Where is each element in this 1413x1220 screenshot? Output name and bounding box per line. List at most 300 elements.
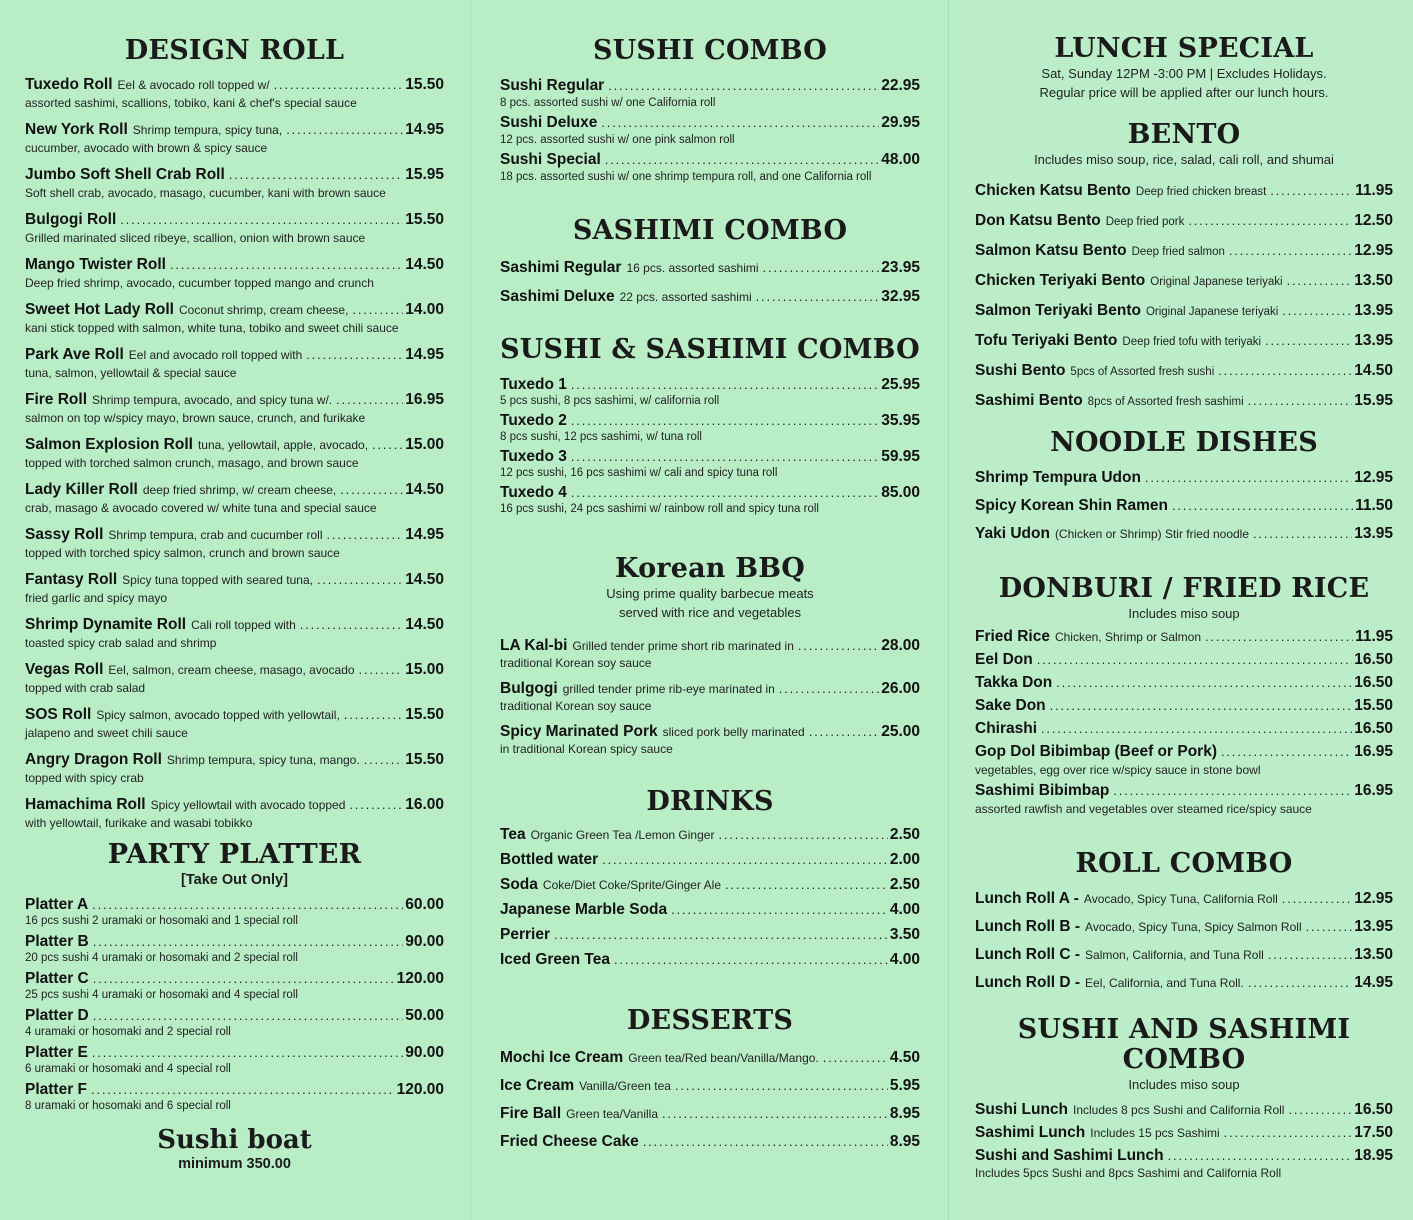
menu-item-name: Sashimi Bento bbox=[975, 392, 1083, 409]
menu-item-description: 8 uramaki or hosomaki and 6 special roll bbox=[25, 1100, 231, 1112]
menu-item-description: 18 pcs. assorted sushi w/ one shrimp tempura roll, and one California roll bbox=[500, 171, 872, 183]
menu-item-name: Ice Cream bbox=[500, 1077, 575, 1094]
menu-item bbox=[500, 875, 920, 895]
menu-item-name: Salmon Katsu Bento bbox=[975, 242, 1127, 259]
menu-item-price: 60.00 bbox=[405, 896, 444, 913]
menu-item-row bbox=[975, 361, 1393, 382]
dot-leader bbox=[1188, 211, 1352, 231]
menu-item-inline-description: Spicy tuna topped with seared tuna, bbox=[122, 573, 313, 587]
dot-leader bbox=[1205, 627, 1353, 647]
menu-item-name: Soda bbox=[500, 876, 538, 893]
sushi-boat-title: Sushi boat bbox=[157, 1125, 312, 1155]
menu-item bbox=[975, 211, 1393, 232]
menu-item-price: 4.00 bbox=[889, 951, 920, 968]
menu-item-inline-description: 8pcs of Assorted fresh sashimi bbox=[1087, 396, 1244, 408]
menu-item-inline-description: Cali roll topped with bbox=[191, 618, 296, 632]
menu-column-left bbox=[0, 0, 470, 1220]
menu-item-inline-description: Original Japanese teriyaki bbox=[1145, 306, 1279, 318]
menu-item-price: 4.00 bbox=[889, 901, 920, 918]
menu-item-inline-description: Avocado, Spicy Tuna, California Roll bbox=[1083, 892, 1278, 906]
menu-item-price: 14.50 bbox=[405, 481, 444, 498]
menu-item-row bbox=[25, 749, 444, 771]
lunch-special-hours: Sat, Sunday 12PM -3:00 PM | Excludes Holidays. bbox=[1041, 66, 1327, 81]
menu-item-price: 14.00 bbox=[405, 301, 444, 318]
menu-item-name: Mango Twister Roll bbox=[25, 256, 166, 273]
menu-item-name: Vegas Roll bbox=[25, 661, 104, 678]
menu-item bbox=[975, 391, 1393, 412]
dot-leader bbox=[306, 344, 403, 366]
menu-item-price: 25.00 bbox=[881, 723, 920, 740]
dot-leader bbox=[605, 150, 879, 170]
menu-item-price: 14.95 bbox=[405, 121, 444, 138]
dot-leader bbox=[359, 659, 404, 681]
menu-item-row bbox=[500, 875, 920, 895]
lunch-special-note: Regular price will be applied after our lunch hours. bbox=[1039, 85, 1329, 100]
menu-item bbox=[975, 889, 1393, 909]
menu-item-price: 16.50 bbox=[1354, 674, 1393, 691]
menu-item-name: Angry Dragon Roll bbox=[25, 751, 162, 768]
menu-item-row bbox=[500, 375, 920, 394]
menu-item-name: Sassy Roll bbox=[25, 526, 104, 543]
menu-item bbox=[975, 917, 1393, 937]
dot-leader bbox=[1253, 524, 1352, 544]
menu-item-inline-description: Coconut shrimp, cream cheese, bbox=[179, 303, 349, 317]
menu-item bbox=[500, 447, 920, 480]
menu-item-name: Fire Ball bbox=[500, 1105, 562, 1122]
menu-item-price: 14.50 bbox=[405, 571, 444, 588]
menu-item-price: 13.95 bbox=[1354, 918, 1393, 935]
menu-item-name: Chicken Teriyaki Bento bbox=[975, 272, 1146, 289]
menu-item-price: 16.50 bbox=[1354, 720, 1393, 737]
menu-item-price: 15.50 bbox=[1354, 697, 1393, 714]
menu-item-row bbox=[25, 1080, 444, 1099]
menu-item-price: 15.50 bbox=[405, 76, 444, 93]
menu-item-row bbox=[25, 299, 444, 321]
menu-item bbox=[500, 375, 920, 408]
menu-item-price: 16.95 bbox=[1354, 782, 1393, 799]
menu-item bbox=[975, 524, 1393, 544]
dot-leader bbox=[718, 825, 887, 845]
menu-item-description: crab, masago & avocado covered w/ white tuna and special sauce bbox=[25, 501, 377, 515]
menu-item bbox=[500, 411, 920, 444]
menu-item-row bbox=[25, 1006, 444, 1025]
menu-item-inline-description: Shrimp tempura, spicy tuna, bbox=[132, 123, 283, 137]
menu-item-price: 3.50 bbox=[889, 926, 920, 943]
lunch-special-title: LUNCH SPECIAL bbox=[1054, 33, 1314, 64]
menu-column-center bbox=[470, 0, 948, 1220]
menu-item-price: 12.95 bbox=[1354, 890, 1393, 907]
menu-item-price: 4.50 bbox=[889, 1049, 920, 1066]
menu-item-description: assorted sashimi, scallions, tobiko, kani & chef's special sauce bbox=[25, 96, 357, 110]
menu-item-inline-description: Green tea/Vanilla bbox=[566, 1107, 659, 1121]
dot-leader bbox=[601, 113, 879, 133]
menu-item bbox=[500, 113, 920, 147]
donburi-title: DONBURI / FRIED RICE bbox=[998, 573, 1370, 604]
menu-item-inline-description: 22 pcs. assorted sashimi bbox=[619, 290, 752, 304]
bento-title: BENTO bbox=[1127, 119, 1241, 150]
sushi-sashimi-combo-title: SUSHI & SASHIMI COMBO bbox=[500, 334, 920, 365]
menu-item-price: 15.00 bbox=[405, 661, 444, 678]
menu-item-description: 20 pcs sushi 4 uramaki or hosomaki and 2 special roll bbox=[25, 952, 298, 964]
menu-item bbox=[500, 76, 920, 110]
party-platter-list bbox=[25, 895, 444, 1113]
dot-leader bbox=[1287, 271, 1353, 291]
dot-leader bbox=[1050, 696, 1353, 716]
menu-item-name: Japanese Marble Soda bbox=[500, 901, 668, 918]
desserts-list bbox=[500, 1048, 920, 1152]
menu-item bbox=[500, 950, 920, 970]
menu-item-row bbox=[500, 287, 920, 307]
menu-item-inline-description: Shrimp tempura, crab and cucumber roll bbox=[108, 528, 323, 542]
menu-item bbox=[25, 74, 444, 111]
menu-column-right bbox=[948, 0, 1413, 1220]
dot-leader bbox=[1268, 945, 1352, 965]
lunch-sushi-sashimi-title: SUSHI AND SASHIMI COMBO bbox=[1017, 1014, 1351, 1075]
menu-item-inline-description: Spicy yellowtail with avocado topped bbox=[150, 798, 346, 812]
menu-item-name: Sushi Lunch bbox=[975, 1101, 1068, 1118]
menu-item-row bbox=[975, 181, 1393, 202]
menu-item bbox=[500, 722, 920, 757]
menu-item-row bbox=[975, 1100, 1393, 1120]
menu-item-name: Sashimi Regular bbox=[500, 259, 622, 276]
menu-item-row bbox=[500, 900, 920, 920]
dot-leader bbox=[554, 925, 888, 945]
menu-item-price: 11.95 bbox=[1355, 182, 1393, 199]
lunch-sushi-sashimi-subtitle: Includes miso soup bbox=[1128, 1077, 1240, 1092]
dot-leader bbox=[643, 1132, 888, 1152]
menu-item-name: Spicy Korean Shin Ramen bbox=[975, 497, 1168, 514]
korean-bbq-title: Korean BBQ bbox=[615, 553, 805, 584]
menu-item-row bbox=[975, 496, 1393, 516]
dot-leader bbox=[92, 895, 403, 914]
menu-item-price: 18.95 bbox=[1354, 1147, 1393, 1164]
party-platter-title: PARTY PLATTER bbox=[107, 839, 362, 870]
menu-item-name: Tuxedo 2 bbox=[500, 412, 567, 429]
sashimi-combo-title: SASHIMI COMBO bbox=[572, 215, 848, 246]
menu-item-row bbox=[975, 673, 1393, 693]
menu-item-description: vegetables, egg over rice w/spicy sauce in stone bowl bbox=[975, 763, 1261, 777]
menu-item bbox=[25, 164, 444, 201]
menu-item-row bbox=[975, 973, 1393, 993]
menu-item-name: Sake Don bbox=[975, 697, 1046, 714]
menu-item bbox=[25, 1006, 444, 1039]
menu-item-name: Tuxedo 4 bbox=[500, 484, 567, 501]
dot-leader bbox=[349, 794, 403, 816]
dot-leader bbox=[336, 389, 403, 411]
menu-item bbox=[25, 614, 444, 651]
party-platter-subtitle: [Take Out Only] bbox=[181, 872, 288, 888]
roll-combo-list bbox=[975, 889, 1393, 993]
menu-item-row bbox=[25, 74, 444, 96]
menu-item bbox=[975, 945, 1393, 965]
menu-item-row bbox=[975, 719, 1393, 739]
desserts-title: DESSERTS bbox=[626, 1005, 794, 1036]
menu-item-row bbox=[25, 164, 444, 186]
menu-item-name: LA Kal-bi bbox=[500, 637, 568, 654]
menu-item-description: 4 uramaki or hosomaki and 2 special roll bbox=[25, 1026, 231, 1038]
menu-item-price: 50.00 bbox=[405, 1007, 444, 1024]
menu-item-description: 16 pcs sushi 2 uramaki or hosomaki and 1 special roll bbox=[25, 915, 298, 927]
donburi-list bbox=[975, 627, 1393, 817]
dot-leader bbox=[1041, 719, 1352, 739]
menu-item-row bbox=[25, 569, 444, 591]
menu-item bbox=[975, 627, 1393, 647]
drinks-title: DRINKS bbox=[646, 786, 774, 817]
menu-item-row bbox=[975, 889, 1393, 909]
menu-item-row bbox=[500, 1132, 920, 1152]
drinks-list bbox=[500, 825, 920, 970]
menu-item-name: Chicken Katsu Bento bbox=[975, 182, 1131, 199]
menu-item-name: Platter F bbox=[25, 1081, 88, 1098]
menu-item-inline-description: Green tea/Red bean/Vanilla/Mango. bbox=[628, 1051, 819, 1065]
menu-item-inline-description: Spicy salmon, avocado topped with yellowtail, bbox=[96, 708, 340, 722]
dot-leader bbox=[1270, 181, 1353, 201]
menu-item-row bbox=[500, 76, 920, 96]
donburi-subtitle: Includes miso soup bbox=[1128, 606, 1240, 621]
menu-item-row bbox=[975, 331, 1393, 352]
sushi-combo-list bbox=[500, 76, 920, 184]
menu-item-description: topped with torched salmon crunch, masago, and brown sauce bbox=[25, 456, 359, 470]
menu-item-name: Gop Dol Bibimbap (Beef or Pork) bbox=[975, 743, 1217, 760]
menu-item-price: 26.00 bbox=[881, 680, 920, 697]
menu-item-description: tuna, salmon, yellowtail & special sauce bbox=[25, 366, 237, 380]
menu-item bbox=[25, 969, 444, 1002]
menu-item-price: 2.00 bbox=[889, 851, 920, 868]
menu-item-row bbox=[975, 781, 1393, 801]
dot-leader bbox=[92, 1043, 403, 1062]
bento-list bbox=[975, 181, 1393, 412]
menu-item bbox=[500, 258, 920, 278]
menu-item-name: Salmon Explosion Roll bbox=[25, 436, 193, 453]
menu-item-price: 14.50 bbox=[405, 256, 444, 273]
dot-leader bbox=[763, 258, 880, 278]
menu-item-name: Platter D bbox=[25, 1007, 89, 1024]
menu-item bbox=[25, 254, 444, 291]
menu-item-name: Sashimi Lunch bbox=[975, 1124, 1086, 1141]
menu-item-description: 12 pcs. assorted sushi w/ one pink salmon roll bbox=[500, 134, 735, 146]
menu-item-row bbox=[25, 479, 444, 501]
menu-item-description: cucumber, avocado with brown & spicy sauce bbox=[25, 141, 268, 155]
menu-item-price: 8.95 bbox=[889, 1133, 920, 1150]
dot-leader bbox=[352, 299, 403, 321]
menu-item bbox=[500, 150, 920, 184]
menu-item-inline-description: Shrimp tempura, avocado, and spicy tuna w/. bbox=[92, 393, 333, 407]
menu-item-description: 5 pcs sushi, 8 pcs sashimi, w/ california roll bbox=[500, 395, 720, 407]
dot-leader bbox=[170, 254, 403, 276]
menu-item-name: Shrimp Tempura Udon bbox=[975, 469, 1141, 486]
menu-item-row bbox=[500, 411, 920, 430]
menu-item bbox=[975, 1146, 1393, 1181]
dot-leader bbox=[274, 74, 404, 96]
menu-item-row bbox=[25, 254, 444, 276]
menu-item-description: toasted spicy crab salad and shrimp bbox=[25, 636, 217, 650]
menu-item-price: 59.95 bbox=[881, 448, 920, 465]
menu-item-inline-description: Avocado, Spicy Tuna, Spicy Salmon Roll bbox=[1085, 920, 1302, 934]
menu-item-inline-description: deep fried shrimp, w/ cream cheese, bbox=[142, 483, 337, 497]
menu-item-description: 25 pcs sushi 4 uramaki or hosomaki and 4 special roll bbox=[25, 989, 298, 1001]
dot-leader bbox=[1306, 917, 1353, 937]
menu-item-price: 14.95 bbox=[405, 526, 444, 543]
dot-leader bbox=[340, 479, 403, 501]
menu-item-name: Perrier bbox=[500, 926, 550, 943]
menu-item bbox=[25, 344, 444, 381]
menu-item bbox=[975, 1100, 1393, 1120]
menu-item-row bbox=[500, 636, 920, 656]
menu-item-description: Includes 5pcs Sushi and 8pcs Sashimi and California Roll bbox=[975, 1166, 1282, 1180]
menu-item-inline-description: Eel, California, and Tuna Roll. bbox=[1085, 976, 1244, 990]
menu-item-inline-description: Vanilla/Green tea bbox=[579, 1079, 671, 1093]
menu-item-name: Yaki Udon bbox=[975, 525, 1050, 542]
menu-item-name: Platter A bbox=[25, 896, 89, 913]
menu-item-row bbox=[975, 650, 1393, 670]
dot-leader bbox=[1168, 1146, 1353, 1166]
menu-item-name: Sweet Hot Lady Roll bbox=[25, 301, 174, 318]
menu-item-price: 13.50 bbox=[1354, 946, 1393, 963]
menu-item bbox=[25, 119, 444, 156]
menu-item-price: 28.00 bbox=[881, 637, 920, 654]
menu-item bbox=[500, 1048, 920, 1068]
menu-item bbox=[975, 468, 1393, 488]
korean-bbq-subtitle-2: served with rice and vegetables bbox=[618, 605, 802, 620]
menu-item-inline-description: (Chicken or Shrimp) Stir fried noodle bbox=[1054, 527, 1250, 541]
dot-leader bbox=[662, 1104, 888, 1124]
menu-item-row bbox=[25, 389, 444, 411]
menu-item-row bbox=[975, 468, 1393, 488]
menu-item bbox=[500, 483, 920, 516]
menu-item-row bbox=[500, 825, 920, 845]
noodle-dishes-list bbox=[975, 468, 1393, 544]
menu-item-price: 85.00 bbox=[881, 484, 920, 501]
dot-leader bbox=[1221, 742, 1352, 762]
menu-item-price: 22.95 bbox=[881, 77, 920, 94]
menu-item-name: Shrimp Dynamite Roll bbox=[25, 616, 187, 633]
menu-item-row bbox=[975, 241, 1393, 262]
menu-item-row bbox=[500, 150, 920, 170]
menu-item-price: 120.00 bbox=[396, 970, 444, 987]
dot-leader bbox=[1145, 468, 1352, 488]
menu-item-price: 15.50 bbox=[405, 751, 444, 768]
menu-item-row bbox=[975, 1146, 1393, 1166]
menu-item bbox=[975, 241, 1393, 262]
menu-item bbox=[975, 496, 1393, 516]
dot-leader bbox=[93, 1006, 403, 1025]
menu-item bbox=[25, 1043, 444, 1076]
menu-item-row bbox=[25, 344, 444, 366]
menu-item bbox=[25, 479, 444, 516]
menu-item-name: Salmon Teriyaki Bento bbox=[975, 302, 1141, 319]
noodle-dishes-title: NOODLE DISHES bbox=[1050, 427, 1318, 458]
menu-item-name: Bulgogi Roll bbox=[25, 211, 117, 228]
menu-item-price: 14.50 bbox=[1354, 362, 1393, 379]
dot-leader bbox=[317, 569, 403, 591]
menu-item-description: Deep fried shrimp, avocado, cucumber topped mango and crunch bbox=[25, 276, 374, 290]
menu-item bbox=[25, 434, 444, 471]
korean-bbq-subtitle-1: Using prime quality barbecue meats bbox=[606, 586, 814, 601]
menu-item-row bbox=[975, 1123, 1393, 1143]
menu-item-price: 16.95 bbox=[405, 391, 444, 408]
menu-item-name: Park Ave Roll bbox=[25, 346, 124, 363]
menu-item-row bbox=[500, 113, 920, 133]
menu-item-row bbox=[500, 850, 920, 870]
menu-item-row bbox=[975, 524, 1393, 544]
menu-item-row bbox=[975, 945, 1393, 965]
menu-item-row bbox=[500, 925, 920, 945]
menu-item-price: 16.95 bbox=[1354, 743, 1393, 760]
menu-item bbox=[25, 389, 444, 426]
menu-item-name: Spicy Marinated Pork bbox=[500, 723, 658, 740]
menu-item-row bbox=[25, 209, 444, 231]
dot-leader bbox=[1224, 1123, 1353, 1143]
menu-item-row bbox=[500, 722, 920, 742]
dot-leader bbox=[602, 850, 888, 870]
menu-item bbox=[500, 925, 920, 945]
menu-item-description: salmon on top w/spicy mayo, brown sauce, crunch, and furikake bbox=[25, 411, 366, 425]
dot-leader bbox=[286, 119, 403, 141]
menu-item bbox=[975, 301, 1393, 322]
menu-item-description: traditional Korean soy sauce bbox=[500, 656, 652, 670]
menu-item bbox=[975, 271, 1393, 292]
menu-item-name: Sushi Special bbox=[500, 151, 601, 168]
menu-item-name: Hamachima Roll bbox=[25, 796, 146, 813]
menu-item-description: jalapeno and sweet chili sauce bbox=[25, 726, 188, 740]
menu-item bbox=[25, 704, 444, 741]
menu-item-name: Tea bbox=[500, 826, 526, 843]
menu-item-name: Lunch Roll C - bbox=[975, 946, 1081, 963]
menu-item-price: 8.95 bbox=[889, 1105, 920, 1122]
menu-item-price: 35.95 bbox=[881, 412, 920, 429]
menu-item-name: Sushi and Sashimi Lunch bbox=[975, 1147, 1164, 1164]
menu-item-row bbox=[25, 969, 444, 988]
menu-item-name: Bottled water bbox=[500, 851, 599, 868]
menu-item-name: New York Roll bbox=[25, 121, 128, 138]
menu-item-description: 6 uramaki or hosomaki and 4 special roll bbox=[25, 1063, 231, 1075]
dot-leader bbox=[300, 614, 403, 636]
design-roll-list bbox=[25, 74, 444, 831]
menu-item-row bbox=[25, 614, 444, 636]
menu-item bbox=[500, 679, 920, 714]
menu-item-name: SOS Roll bbox=[25, 706, 92, 723]
menu-item bbox=[975, 650, 1393, 670]
lunch-sushi-sashimi-list bbox=[975, 1100, 1393, 1181]
menu-item bbox=[975, 696, 1393, 716]
menu-item bbox=[25, 299, 444, 336]
menu-item-row bbox=[500, 1104, 920, 1124]
menu-item-price: 90.00 bbox=[405, 1044, 444, 1061]
menu-item-inline-description: Includes 15 pcs Sashimi bbox=[1090, 1126, 1220, 1140]
dot-leader bbox=[229, 164, 403, 186]
menu-item-row bbox=[500, 258, 920, 278]
dot-leader bbox=[823, 1048, 888, 1068]
dot-leader bbox=[372, 434, 403, 456]
menu-item-description: kani stick topped with salmon, white tuna, tobiko and sweet chili sauce bbox=[25, 321, 399, 335]
menu-item-inline-description: Deep fried chicken breast bbox=[1135, 186, 1267, 198]
dot-leader bbox=[756, 287, 880, 307]
menu-item-row bbox=[25, 119, 444, 141]
menu-item-name: Lunch Roll B - bbox=[975, 918, 1081, 935]
dot-leader bbox=[1229, 241, 1352, 261]
dot-leader bbox=[1037, 650, 1353, 670]
menu-item-name: Sashimi Bibimbap bbox=[975, 782, 1110, 799]
menu-item-price: 15.95 bbox=[1354, 392, 1393, 409]
dot-leader bbox=[1218, 361, 1352, 381]
menu-item-description: with yellowtail, furikake and wasabi tobikko bbox=[25, 816, 253, 830]
menu-item bbox=[975, 719, 1393, 739]
menu-item-name: Platter E bbox=[25, 1044, 88, 1061]
menu-item-inline-description: Eel, salmon, cream cheese, masago, avocado bbox=[108, 663, 355, 677]
menu-item-inline-description: Deep fried pork bbox=[1105, 216, 1185, 228]
menu-item-row bbox=[25, 1043, 444, 1062]
menu-item-name: Platter B bbox=[25, 933, 89, 950]
